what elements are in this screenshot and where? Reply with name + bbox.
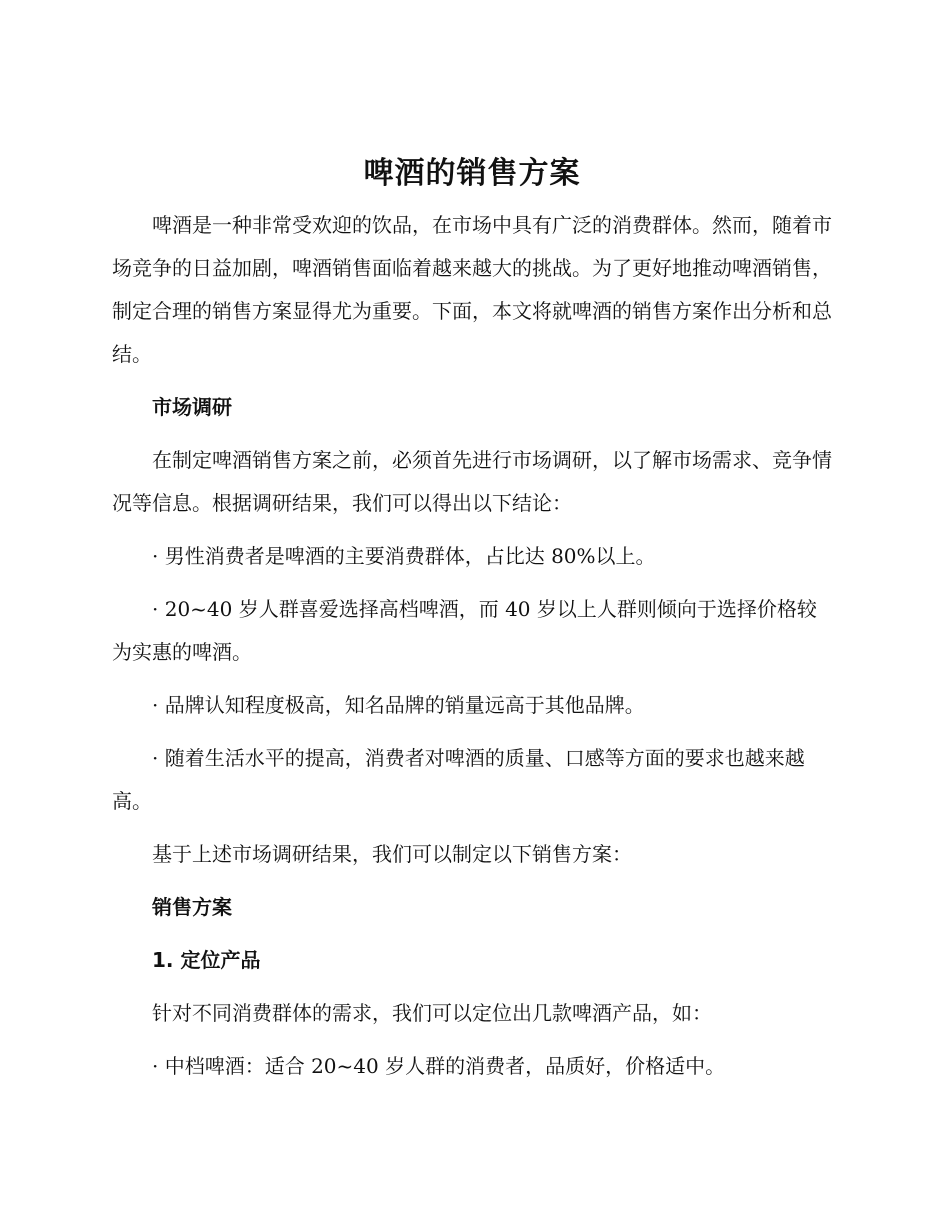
bullet-item: · 中档啤酒：适合 20~40 岁人群的消费者，品质好，价格适中。 xyxy=(152,1054,726,1078)
bullet-item: · 品牌认知程度极高，知名品牌的销量远高于其他品牌。 xyxy=(152,693,645,717)
section-heading-sales-plan: 销售方案 xyxy=(152,895,232,919)
bullet-item: · 男性消费者是啤酒的主要消费群体，占比达 80%以上。 xyxy=(152,544,656,568)
intro-paragraph: 啤酒是一种非常受欢迎的饮品，在市场中具有广泛的消费群体。然而，随着市场竞争的日益加剧，啤酒销售面临着越来越大的挑战。为了更好地推动啤酒销售，制定合理的销售方案显得尤为重要。下面，本文将就啤酒的销售方案作出分析和总结。 xyxy=(112,213,832,366)
section-heading-market-research: 市场调研 xyxy=(152,395,232,419)
market-research-paragraph: 在制定啤酒销售方案之前，必须首先进行市场调研，以了解市场需求、竞争情况等信息。根据调研结果，我们可以得出以下结论： xyxy=(112,448,832,515)
bullet-item: · 20~40 岁人群喜爱选择高档啤酒，而 40 岁以上人群则倾向于选择价格较为实惠的啤酒。 xyxy=(112,597,817,664)
document-title: 啤酒的销售方案 xyxy=(363,156,581,191)
market-research-conclusion: 基于上述市场调研结果，我们可以制定以下销售方案： xyxy=(152,842,632,866)
bullet-item: · 随着生活水平的提高，消费者对啤酒的质量、口感等方面的要求也越来越高。 xyxy=(112,746,805,813)
product-positioning-paragraph: 针对不同消费群体的需求，我们可以定位出几款啤酒产品，如： xyxy=(152,1001,712,1025)
subheading-product-positioning: 1. 定位产品 xyxy=(152,948,261,972)
